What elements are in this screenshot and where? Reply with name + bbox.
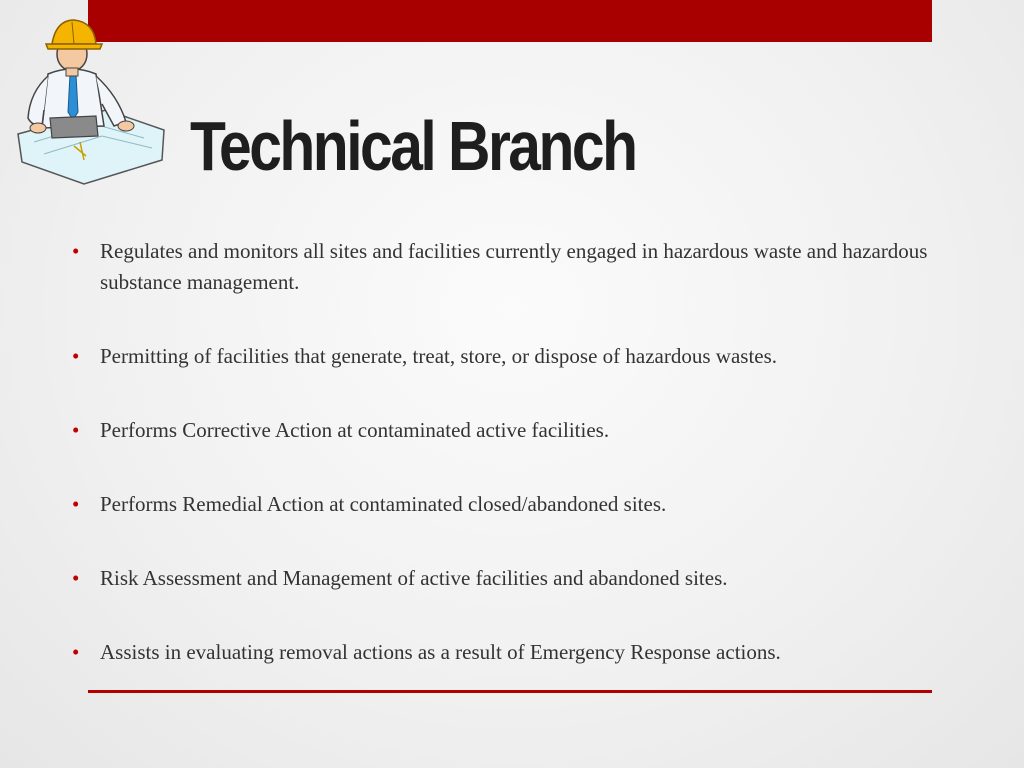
bullet-dot-icon: • [72,239,80,263]
bullet-item [72,341,972,372]
bullet-text: Permitting of facilities that generate, treat, store, or dispose of hazardous wastes. [100,344,778,368]
slide-title: Technical Branch [190,107,636,185]
bottom-divider [88,690,932,693]
bullet-dot-icon: • [72,566,80,590]
bullet-item [72,415,972,446]
bullet-text: Performs Remedial Action at contaminated closed/abandoned sites. [100,492,667,516]
bullet-item [72,236,972,298]
engineer-with-blueprint-icon [14,14,174,186]
bullet-dot-icon: • [72,418,80,442]
bullet-item [72,637,972,668]
bullet-dot-icon: • [72,492,80,516]
bullet-text: Assists in evaluating removal actions as a result of Emergency Response actions. [100,640,781,664]
bullet-text: Performs Corrective Action at contaminated active facilities. [100,418,610,442]
bullet-text: Risk Assessment and Management of active facilities and abandoned sites. [100,566,728,590]
bullet-dot-icon: • [72,344,80,368]
bullet-item [72,563,972,594]
top-accent-bar [88,0,932,42]
bullet-item [72,489,972,520]
bullet-list [72,236,972,711]
bullet-dot-icon: • [72,640,80,664]
bullet-text: Regulates and monitors all sites and facilities currently engaged in hazardous waste and hazardous substance management. [100,239,928,294]
